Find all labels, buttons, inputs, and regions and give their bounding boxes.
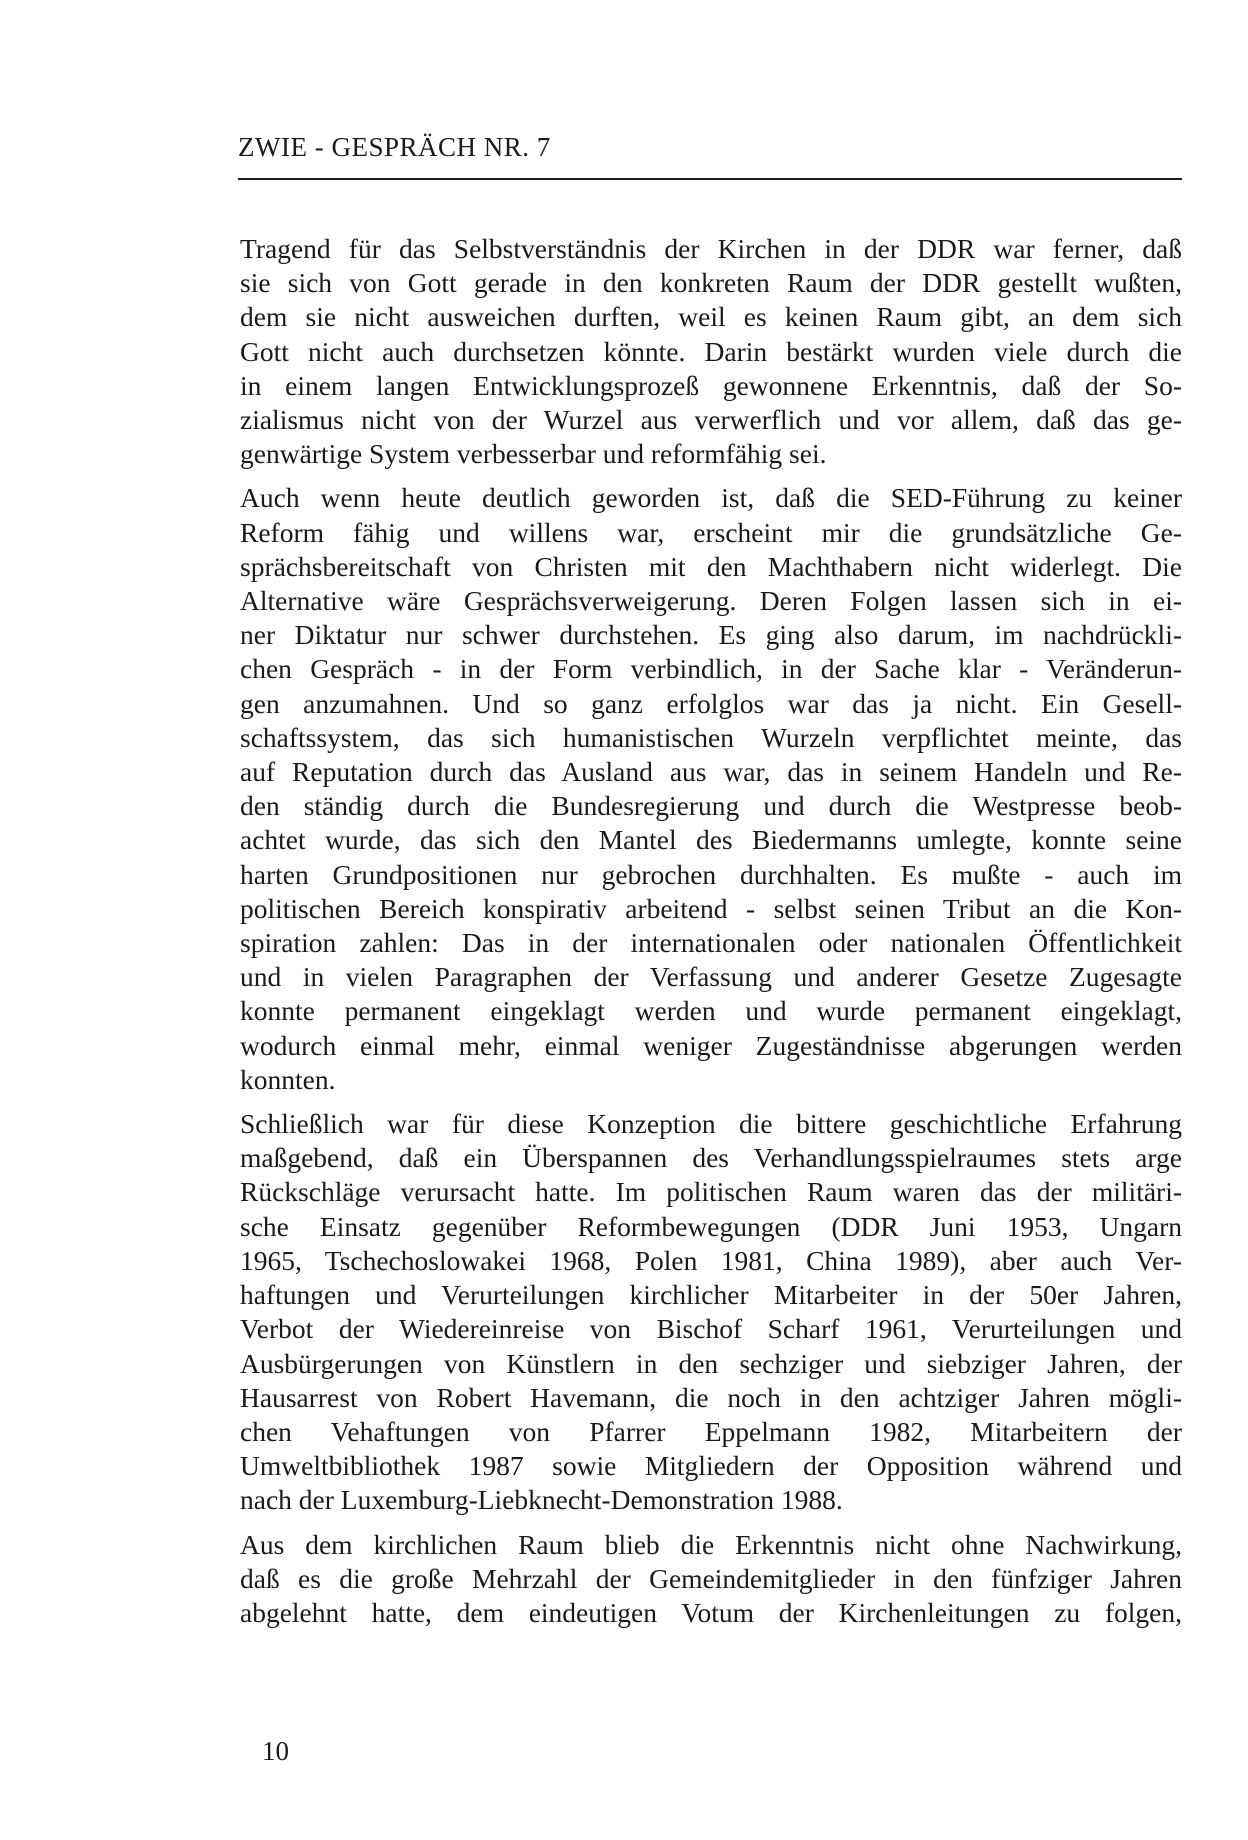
text-line: chen Gespräch - in der Form verbindlich, in der Sache klar - Veränderun- bbox=[240, 653, 1182, 685]
running-header: ZWIE - GESPRÄCH NR. 7 bbox=[238, 132, 551, 162]
text-line: zialismus nicht von der Wurzel aus verwerflich und vor allem, daß das ge- bbox=[240, 404, 1182, 436]
text-line: Alternative wäre Gesprächsverweigerung. Deren Folgen lassen sich in ei- bbox=[240, 585, 1182, 617]
text-line: Rückschläge verursacht hatte. Im politischen Raum waren das der militäri- bbox=[240, 1176, 1182, 1208]
text-line: Ausbürgerungen von Künstlern in den sechziger und siebziger Jahren, der bbox=[240, 1347, 1182, 1379]
text-line: daß es die große Mehrzahl der Gemeindemitglieder in den fünfziger Jahren bbox=[240, 1562, 1182, 1594]
text-line: achtet wurde, das sich den Mantel des Biedermanns umlegte, konnte seine bbox=[240, 824, 1182, 856]
text-line: gen anzumahnen. Und so ganz erfolglos war das ja nicht. Ein Gesell- bbox=[240, 687, 1182, 719]
text-line: nach der Luxemburg-Liebknecht-Demonstration 1988. bbox=[240, 1484, 843, 1516]
text-line: in einem langen Entwicklungsprozeß gewonnene Erkenntnis, daß der So- bbox=[240, 369, 1182, 401]
text-line: konnten. bbox=[240, 1063, 336, 1095]
paragraph bbox=[240, 1528, 1182, 1631]
text-line: Umweltbibliothek 1987 sowie Mitgliedern der Opposition während und bbox=[240, 1450, 1182, 1482]
page-number: 10 bbox=[262, 1736, 289, 1766]
text-line: Verbot der Wiedereinreise von Bischof Scharf 1961, Verurteilungen und bbox=[240, 1313, 1182, 1345]
paragraph bbox=[240, 1107, 1182, 1517]
text-line: harten Grundpositionen nur gebrochen durchhalten. Es mußte - auch im bbox=[240, 858, 1182, 890]
text-line: Hausarrest von Robert Havemann, die noch in den achtziger Jahren mögli- bbox=[240, 1381, 1182, 1413]
text-line: ner Diktatur nur schwer durchstehen. Es ging also darum, im nachdrückli- bbox=[240, 619, 1182, 651]
text-line: Aus dem kirchlichen Raum blieb die Erkenntnis nicht ohne Nachwirkung, bbox=[240, 1528, 1182, 1560]
text-line: und in vielen Paragraphen der Verfassung und anderer Gesetze Zugesagte bbox=[240, 961, 1182, 993]
text-line: auf Reputation durch das Ausland aus war, das in seinem Handeln und Re- bbox=[240, 756, 1182, 788]
text-line: politischen Bereich konspirativ arbeitend - selbst seinen Tribut an die Kon- bbox=[240, 892, 1182, 924]
text-line: chen Vehaftungen von Pfarrer Eppelmann 1982, Mitarbeitern der bbox=[240, 1415, 1182, 1447]
paragraph bbox=[240, 232, 1182, 471]
header-rule bbox=[238, 178, 1182, 180]
text-line: Gott nicht auch durchsetzen könnte. Darin bestärkt wurden viele durch die bbox=[240, 335, 1182, 367]
body-text bbox=[240, 232, 1182, 1640]
text-line: Auch wenn heute deutlich geworden ist, daß die SED-Führung zu keiner bbox=[240, 482, 1182, 514]
text-line: wodurch einmal mehr, einmal weniger Zugeständnisse abgerungen werden bbox=[240, 1029, 1182, 1061]
text-line: konnte permanent eingeklagt werden und wurde permanent eingeklagt, bbox=[240, 995, 1182, 1027]
text-line: dem sie nicht ausweichen durften, weil es keinen Raum gibt, an dem sich bbox=[240, 301, 1182, 333]
text-line: sprächsbereitschaft von Christen mit den Machthabern nicht widerlegt. Die bbox=[240, 550, 1182, 582]
text-line: den ständig durch die Bundesregierung und durch die Westpresse beob- bbox=[240, 790, 1182, 822]
text-line: 1965, Tschechoslowakei 1968, Polen 1981, China 1989), aber auch Ver- bbox=[240, 1244, 1182, 1276]
text-line: Reform fähig und willens war, erscheint mir die grundsätzliche Ge- bbox=[240, 516, 1182, 548]
text-line: maßgebend, daß ein Überspannen des Verhandlungsspielraumes stets arge bbox=[240, 1142, 1182, 1174]
text-line: genwärtige System verbesserbar und reformfähig sei. bbox=[240, 438, 827, 470]
text-line: Tragend für das Selbstverständnis der Kirchen in der DDR war ferner, daß bbox=[240, 233, 1182, 264]
text-line: schaftssystem, das sich humanistischen Wurzeln verpflichtet meinte, das bbox=[240, 721, 1182, 753]
text-line: sie sich von Gott gerade in den konkreten Raum der DDR gestellt wußten, bbox=[240, 267, 1182, 299]
text-line: Schließlich war für diese Konzeption die bittere geschichtliche Erfahrung bbox=[240, 1108, 1182, 1140]
text-line: spiration zahlen: Das in der internationalen oder nationalen Öffentlichkeit bbox=[240, 927, 1182, 959]
paragraph bbox=[240, 481, 1182, 1097]
text-line: haftungen und Verurteilungen kirchlicher Mitarbeiter in der 50er Jahren, bbox=[240, 1279, 1182, 1311]
text-line: abgelehnt hatte, dem eindeutigen Votum der Kirchenleitungen zu folgen, bbox=[240, 1596, 1182, 1628]
text-line: sche Einsatz gegenüber Reformbewegungen (DDR Juni 1953, Ungarn bbox=[240, 1210, 1182, 1242]
